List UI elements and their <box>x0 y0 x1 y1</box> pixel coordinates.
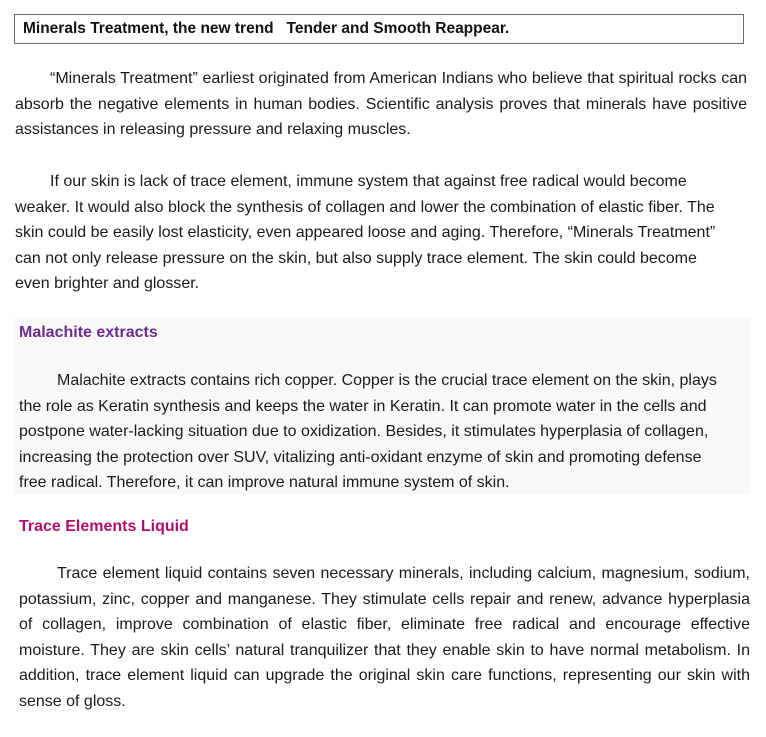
trace-elements-heading: Trace Elements Liquid <box>19 518 189 535</box>
intro-paragraph-trace-element: If our skin is lack of trace element, immune system that against free radical would become weaker. It would also block the synthesis of collagen and lower the combination of elastic fiber. The skin could be easily lost elasticity, even appeared loose and aging. Therefore, “Minerals Treatment” can not only release pressure on the skin, but also supply trace element. The skin could become even brighter and glosser. <box>15 173 716 292</box>
malachite-heading: Malachite extracts <box>19 324 158 341</box>
intro-paragraph-origin: “Minerals Treatment” earliest originated from American Indians who believe that spiritual rocks can absorb the negative elements in human bodies. Scientific analysis proves that minerals have positive assistances in releasing pressure and relaxing muscles. <box>15 70 747 138</box>
trace-elements-paragraph: Trace element liquid contains seven necessary minerals, including calcium, magnesium, sodium, potassium, zinc, copper and manganese. They stimulate cells repair and renew, advance hyperplasia of collagen, improve combination of elastic fiber, eliminate free radical and encourage effective moisture. They are skin cells’ natural tranquilizer that they enable skin to have normal metabolism. In addition, trace element liquid can upgrade the original skin care functions, representing our skin with sense of gloss. <box>19 565 750 710</box>
malachite-paragraph: Malachite extracts contains rich copper. Copper is the crucial trace element on the skin, plays the role as Keratin synthesis and keeps the water in Keratin. It can promote water in the cells and postpone water-lacking situation due to oxidization. Besides, it stimulates hyperplasia of collagen, increasing the protection over SUV, vitalizing anti-oxidant enzyme of skin and promoting defense free radical. Therefore, it can improve natural immune system of skin. <box>19 372 717 491</box>
page-title: Minerals Treatment, the new trend Tender and Smooth Reappear. <box>14 14 744 44</box>
